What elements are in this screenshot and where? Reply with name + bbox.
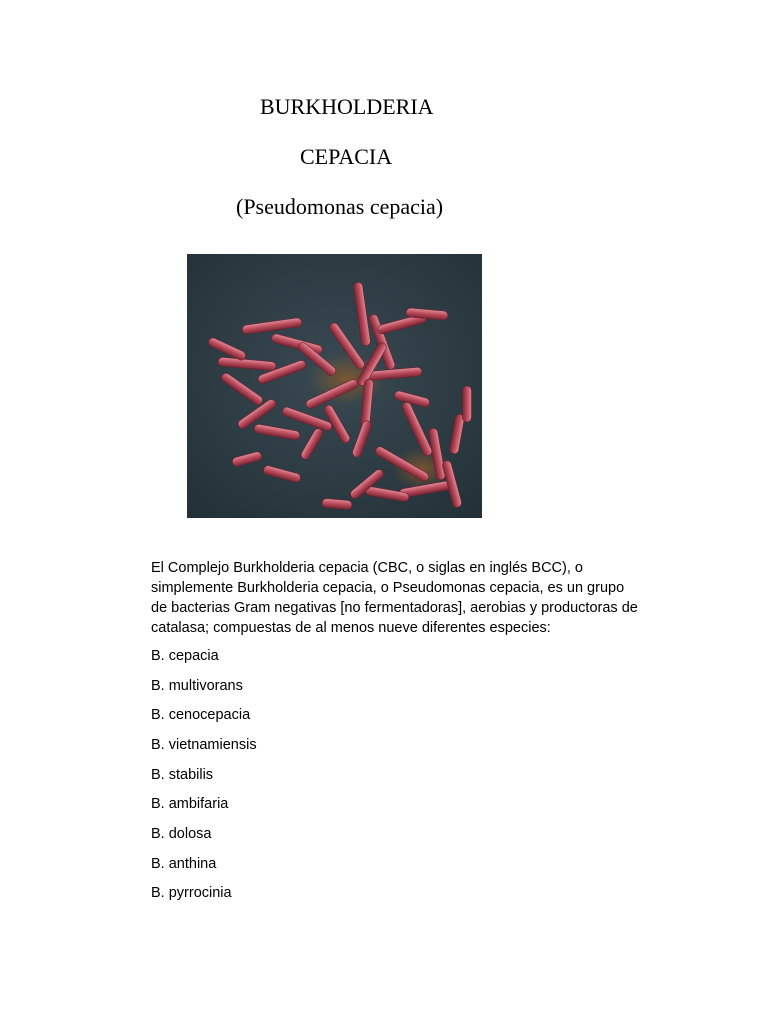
title-line-2: CEPACIA <box>300 144 393 169</box>
species-item: B. dolosa <box>151 826 212 842</box>
species-item: B. vietnamiensis <box>151 737 257 753</box>
title-line-3: (Pseudomonas cepacia) <box>236 194 444 219</box>
species-item: B. multivorans <box>151 678 243 694</box>
species-item: B. stabilis <box>151 767 214 783</box>
species-item: B. cepacia <box>151 648 219 664</box>
species-item: B. anthina <box>151 856 217 872</box>
bacterium-rod <box>463 386 472 422</box>
bacteria-micrograph <box>187 254 482 518</box>
paragraph-line: El Complejo Burkholderia cepacia (CBC, o siglas en inglés BCC), o <box>151 560 583 576</box>
micrograph-illustration <box>187 254 482 518</box>
paragraph-line: de bacterias Gram negativas [no fermentadoras], aerobias y productoras de <box>151 600 638 616</box>
species-item: B. cenocepacia <box>151 707 251 723</box>
description-paragraph <box>151 558 671 638</box>
species-item: B. pyrrocinia <box>151 885 232 901</box>
paragraph-line: simplemente Burkholderia cepacia, o Pseudomonas cepacia, es un grupo <box>151 580 625 596</box>
species-item: B. ambifaria <box>151 796 229 812</box>
title-line-1: BURKHOLDERIA <box>260 94 434 119</box>
paragraph-line: catalasa; compuestas de al menos nueve diferentes especies: <box>151 620 551 636</box>
